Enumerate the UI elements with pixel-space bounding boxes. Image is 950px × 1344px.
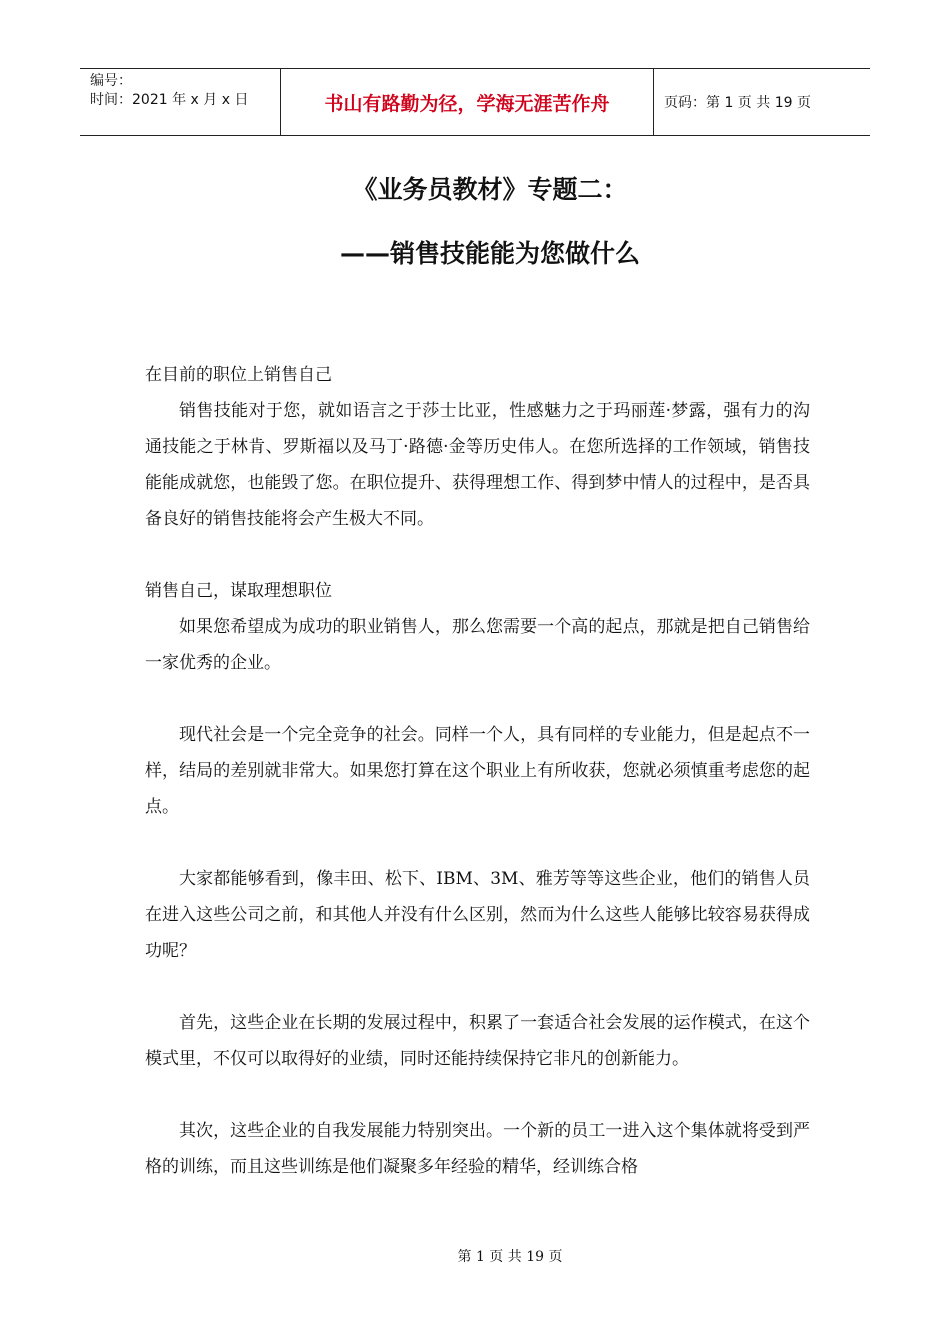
document-title: 《业务员教材》专题二： — [352, 175, 628, 204]
header-meta-cell — [80, 69, 281, 135]
header-table — [80, 68, 870, 136]
body-paragraph: 首先，这些企业在长期的发展过程中，积累了一套适合社会发展的运作模式，在这个模式里，不仅可以取得好的业绩，同时还能持续保持它非凡的创新能力。 — [145, 1013, 810, 1069]
section-heading: 在目前的职位上销售自己 — [145, 365, 332, 385]
body-paragraph: 大家都能够看到，像丰田、松下、IBM、3M、雅芳等等这些企业，他们的销售人员在进入这些公司之前，和其他人并没有什么区别，然而为什么这些人能够比较容易获得成功呢？ — [145, 869, 810, 961]
header-page-info: 页码：第 1 页 共 19 页 — [664, 95, 811, 111]
header-motto: 书山有路勤为径，学海无涯苦作舟 — [281, 69, 654, 135]
body-paragraph: 其次，这些企业的自我发展能力特别突出。一个新的员工一进入这个集体就将受到严格的训练，而且这些训练是他们凝聚多年经验的精华，经训练合格 — [145, 1121, 810, 1177]
body-paragraph: 如果您希望成为成功的职业销售人，那么您需要一个高的起点，那就是把自己销售给一家优秀的企业。 — [145, 617, 810, 673]
document-time-label: 时间：2021 年 x 月 x 日 — [90, 92, 249, 108]
body-paragraph: 现代社会是一个完全竞争的社会。同样一个人，具有同样的专业能力，但是起点不一样，结局的差别就非常大。如果您打算在这个职业上有所收获，您就必须慎重考虑您的起点。 — [145, 725, 810, 817]
body-paragraph: 销售技能对于您，就如语言之于莎士比亚，性感魅力之于玛丽莲·梦露，强有力的沟通技能之于林肯、罗斯福以及马丁·路德·金等历史伟人。在您所选择的工作领域，销售技能能成就您，也能毁了您。在职位提升、获得理想工作、得到梦中情人的过程中，是否具备良好的销售技能将会产生极大不同。 — [145, 401, 810, 529]
document-subtitle: ——销售技能能为您做什么 — [339, 239, 640, 268]
document-number-label: 编号： — [90, 73, 132, 89]
section-heading: 销售自己，谋取理想职位 — [145, 581, 332, 601]
document-body — [145, 357, 810, 1185]
page-footer: 第 1 页 共 19 页 — [457, 1249, 563, 1265]
